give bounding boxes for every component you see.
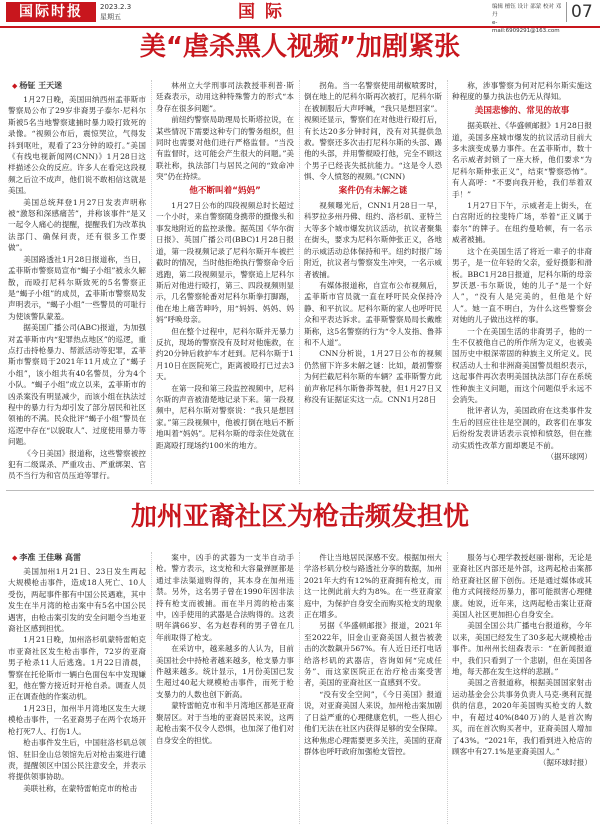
paragraph: 1月27日晚，美国田纳西州孟菲斯市警察局公布了29岁非裔男子泰尔·尼科尔斯被5名当地警察逮捕时暴力殴打致死的录像。“视频公布后，震惊哭泣，气得发抖到呕吐，观看了23分钟的殴打。”美国《有线电视新闻网(CNN)》1月28日这样描述公众的反应。许多人在看完这段视频之后泣不成声，他们说不敢相信这就是美国。 (8, 95, 146, 196)
paragraph: 蒙特雷帕克市和半月湾地区都是亚裔聚居区。对于当地的亚裔居民来说，这两起枪击案不仅令人恐惧，也加深了他们对自身安全的担忧。 (156, 701, 294, 745)
paragraph: 1月23日，加州半月湾地区发生大规模枪击事件，一名亚裔男子在两个农场开枪打死7人、打伤1人。 (8, 703, 146, 736)
story1-column-3 (304, 80, 442, 484)
paragraph: 件让当地居民深感不安。根据加州大学洛杉矶分校与路透社分享的数据，加州2021年大约有12%的亚裔拥有枪支，而这一比例此前大约为8%。在一些亚裔家庭中，为保护自身安全而购买枪支的现象正在增多。 (304, 553, 442, 620)
paragraph: 在第一段和第三段监控视频中，尼科尔斯的声音被清楚地记录下来。第一段视频中，尼科尔斯对警察说：“我只是想回家。”第三段视频中，他被打倒在地后不断地叫着“妈妈”。尼科尔斯的母亲住处就在距离殴打现场约100米的地方。 (156, 383, 294, 450)
masthead (0, 0, 600, 34)
section-title: 国际 (238, 2, 292, 22)
paragraph: 美国全国公共广播电台报道称，今年以来，美国已经发生了30多起大规模枪击事件。加州州长纽森表示：“在新闻报道中，我们只看到了一个悲剧，但在美国各地，每天都在发生这样的悲剧。” (452, 621, 592, 677)
story2-credit: （据环球时报） (538, 758, 592, 768)
paragraph: 《今日美国》报道称，这些警察被控犯有二级谋杀、严重攻击、严重绑架、官员不当行为和官员压迫等罪行。 (8, 448, 146, 481)
issue-weekday: 星期五 (100, 13, 121, 21)
paragraph: 拐角。当一名警察使用胡椒喷雾时，倒在地上的尼科尔斯再次被打，尼科尔斯在被制服后大声呼喊，“我只是想回家”。视频还显示，警察们在对他进行殴打后，有长达20多分钟时间，没有对其提供急救。警察还多次击打尼科尔斯的头部、踢他的头部，并用警棍殴打他，完全不顾这个男子已经丧失抵抗能力。“这是令人恐惧、令人愤怒的视频。”(CNN) (304, 81, 442, 182)
triangle-bullet-icon: ◆ (12, 554, 18, 562)
triangle-bullet-icon: ◆ (12, 82, 18, 90)
column-rule (299, 80, 300, 484)
story2-headline: 加州亚裔社区为枪击频发担忧 (130, 502, 469, 532)
newspaper-logo: 国际时报 (6, 2, 96, 22)
page-number: 07 (566, 2, 593, 22)
story1-headline: 美“虐杀黑人视频”加剧紧张 (139, 32, 461, 62)
story1-subhead-3: 美国悲惨的、常见的故事 (474, 105, 570, 116)
story1-column-2 (156, 80, 294, 484)
story2-byline (12, 552, 81, 563)
paragraph: 美国路透社1月28日报道称，当日，孟菲斯市警察局宣布“蝎子小组”被永久解散，而殴打尼科尔斯致死的5名警察正是“蝎子小组”的成员，孟菲斯市警察局发声明表示，“蝎子小组”一些警员的可耻行为使该警队蒙羞。 (8, 254, 146, 321)
paragraph: 1月21日晚，加州洛杉矶蒙特雷帕克市亚裔社区发生枪击事件，72岁的亚裔男子枪杀11人后逃逸。1月22日清晨，警察在托伦斯市一辆白色面包车中发现嫌犯，他在警方接近时开枪自杀。调查人员正在调查他的作案动机。 (8, 635, 146, 702)
column-rule (151, 552, 152, 824)
story2-column-4 (452, 552, 592, 824)
paragraph: 服务与心理学教授赵丽·谢称，无论是亚裔社区内部还是外部，这两起枪击案都给亚裔社区留下创伤。还是通过媒体或其他方式间接经历暴力，都可能损害心理健康。她说，近年来，这两起枪击案让亚裔美国人社区更加担心自身安全。 (452, 553, 592, 620)
paragraph: 称，涉事警察为何对尼科尔斯实施这种程度的暴力执法也仍无从得知。 (452, 81, 592, 102)
paragraph: 据美联社、《华盛顿邮报》1月28日报道，美国多座城市爆发的抗议活动目前大多未演变成暴力事件。在孟菲斯市，数十名示威者封锁了一座大桥，他们要求“为尼科尔斯伸张正义”，结束“警察恐怖”。有人高呼：“不要向我开枪，我们举着双手！” (452, 121, 592, 199)
paragraph: 枪击事件发生后，中国驻洛杉矶总领馆、驻旧金山总领馆先后对枪击案进行谴责，提醒领区中国公民注意安全，并表示将提供领事协助。 (8, 738, 146, 782)
issue-date-block (100, 2, 131, 22)
editor-email: e-mail:6909291@163.com (492, 20, 560, 34)
paragraph: 一个在美国生活的非裔男子，他的一生不仅被他自己的所作所为定义，也被美国历史中根深蒂固的种族主义所定义。民权活动人士和非洲裔美国警员组织表示，这起事件再次表明美国执法部门存在系统性种族主义问题，而这个问题似乎永远不会消失。 (452, 326, 592, 404)
column-rule (299, 552, 300, 824)
story2-column-1 (8, 566, 146, 824)
paragraph: 美国总统拜登1月27日发表声明称被“激怒和深感痛苦”，并称该事件“是又一起令人痛心的提醒，提醒我们为改革执法部门、确保问责，还有很多工作要做”。 (8, 197, 146, 253)
paragraph: 但在整个过程中，尼科尔斯并无暴力反抗，现场的警察没有及时对他施救，在约20分钟后救护车才赶到。尼科尔斯于1月10日在医院死亡，距离被殴打已过去3天。 (156, 326, 294, 382)
story1-byline-names: 杨钲 王天迷 (19, 81, 63, 90)
column-rule (447, 552, 448, 824)
story1-column-4 (452, 80, 592, 484)
paragraph: CNN分析说，1月27日公布的视频仍然留下许多未解之谜：比如，最初警察为何拦截尼科尔斯的车辆？孟菲斯警方此前声称尼科尔斯鲁莽驾驶，但1月27日又称没有证据证实这一点。CNN1月28日 (304, 349, 442, 404)
story2-column-3 (304, 552, 442, 824)
story2-byline-names: 李准 王佳琳 高雷 (19, 553, 81, 562)
paragraph: 批评者认为，美国政府在这类事件发生后的回应往往是空洞的，政客们在事发后纷纷发表讲话表示哀悼和愤怒，但在推动实质性改革方面却裹足不前。 (452, 406, 592, 450)
paragraph: 有媒体报道称，自宣布公布视频后，孟菲斯市官员就一直在呼吁民众保持冷静、和平抗议。尼科尔斯的家人也呼吁民众和平表达诉求。孟菲斯警察局局长戴维斯称，这5名警察的行为“令人发指、鲁莽和不人道”。 (304, 280, 442, 347)
paragraph: 案中，凶手的武器为一支半自动手枪。警方表示，这支枪和大容量弹匣都是通过非法渠道购得的，其本身在加州违禁。另外，这名男子曾在1990年因非法持有枪支而被捕。而在半月湾的枪击案中，凶手使用的武器是合法购得的。这表明年满66岁、名为赵春利的男子曾在几年前取得了枪支。 (156, 553, 294, 642)
paragraph: 据美国广播公司(ABC)报道，为加强对孟菲斯市内“犯罪热点地区”的巡逻，重点打击持枪暴力、帮派活动等犯罪，孟菲斯市警察局于2021年11月成立了“蝎子小组”，该小组共有40名警员，分为4个小队。“蝎子小组”成立以来，孟菲斯市的凶杀案没有明显减少，而该小组在执法过程中的暴力行为却引发了部分居民和社区领袖的不满。民众批评“蝎子小组”警员在巡逻中存在“以貌取人”、过度使用暴力等问题。 (8, 323, 146, 447)
paragraph: 这个在美国生活了将近一辈子的非裔男子，是一位年轻的父亲，爱好摄影和滑板。BBC1月28日报道，尼科尔斯的母亲罗沃恩·韦尔斯说，她的儿子“是一个好人”，“没有人是完美的，但他是个好人”。她一直不明白，为什么这些警察会对她的儿子做出这样的事。 (452, 246, 592, 325)
story1-column-1 (8, 94, 146, 486)
story2-column-2 (156, 552, 294, 824)
paragraph: “没有安全空间”，《今日美国》报道说，对亚裔美国人来说，加州枪击案加剧了日益严重的心理健康危机，一些人担心他们无法在社区内获得足够的安全保障。这种焦虑心理需要更多关注，美国的亚裔群体也呼吁政府加强枪支管控。 (304, 689, 442, 756)
paragraph: 1月27日公布的四段视频总时长超过一个小时，来自警察随身携带的摄像头和事发地附近的监控录像。据英国《华尔街日报》、英国广播公司(BBC)1月28日报道，第一段视频记录了尼科尔斯开车被拦截时的情况，当时他拒绝执行警察命令后逃跑，第二段视频显示，警察追上尼科尔斯后对他进行殴打，第三、四段视频则显示，几名警察轮番对尼科尔斯拳打脚踢，他在地上痛苦呻吟，用“妈妈、妈妈、妈妈”呼唤母亲。 (156, 201, 294, 325)
paragraph: 在采访中，越来越多的人认为，目前美国社会中持枪者越来越多，枪支暴力事件越来越多。统计显示，1月份美国已发生超过40起大规模枪击事件，而死于枪支暴力的人数也创下新高。 (156, 644, 294, 699)
paragraph: 林州立大学刑事司法教授菲利普·斯廷森表示，动用这种特殊警力的形式“本身存在很多问题”。 (156, 81, 294, 113)
story1-subhead-1: 他不断叫着“妈妈” (189, 185, 261, 196)
column-rule (151, 80, 152, 484)
paragraph: 另据《华盛顿邮报》报道，2021年至2022年，旧金山亚裔美国人报告被袭击的次数飙升567%。有人近日还打电话给洛杉矶的武器店，咨询如何“完成任务”、而这家医院正在治疗枪击案受害者，美国的亚裔社区一直感到不安。 (304, 621, 442, 688)
story1-byline (12, 80, 62, 91)
editor-credits: 编辑 檀钰 设计 邵蒙 校对 邓丹 (492, 4, 562, 18)
paragraph: 美联社称，在蒙特雷帕克市的枪击 (23, 783, 138, 793)
story-divider (6, 490, 594, 491)
paragraph: 美国加州1月21日、23日发生两起大规模枪击事件，造成18人死亡、10人受伤，两起事件都有中国公民遇难，其中发生在半月湾的枪击案中有5名中国公民遇害，由枪击案引发的安全问题令当地亚裔社区感到担忧。 (8, 567, 146, 634)
story1-credit: （据环球网） (546, 452, 592, 461)
column-rule (447, 80, 448, 484)
paragraph: 前纽约警察局助理局长斯塔拉说，在某些情况下需要这种专门的警务组织，但同时也需要对他们进行严格监督。“当没有监督时，这可能会产生很大的问题。”美联社称，执法部门与居民之间的“致命冲突”仍在持续。 (156, 115, 294, 182)
issue-date: 2023.2.3 (100, 3, 132, 11)
paragraph: 1月27日下午，示威者走上街头，在白宫附近的拉斐特广场，举着“正义属于泰尔”的牌子。在纽约曼哈顿，有一名示威者被捕。 (452, 201, 592, 245)
story1-subhead-2: 案件仍有未解之谜 (338, 185, 408, 196)
paragraph: 美国之音报道称，根据美国国家射击运动基金会公共事务负责人马克·奥利瓦提供的信息，2020年美国购买枪支的人数中，有超过40%(840万)的人是首次购买，而在首次购买者中，亚裔美国人增加了43%。“2021年，我们看到进入枪店的顾客中有27.1%是亚裔美国人。” (452, 678, 592, 756)
paragraph: 视频曝光后，CNN1月28日一早，科罗拉多州丹佛、纽约、洛杉矶、亚特兰大等多个城市爆发抗议活动，抗议者聚集在街头，要求为尼科尔斯伸张正义，各地的示威活动总体保持和平。纽约时报广场附近，抗议者与警察发生冲突，一名示威者被捕。 (304, 201, 442, 279)
